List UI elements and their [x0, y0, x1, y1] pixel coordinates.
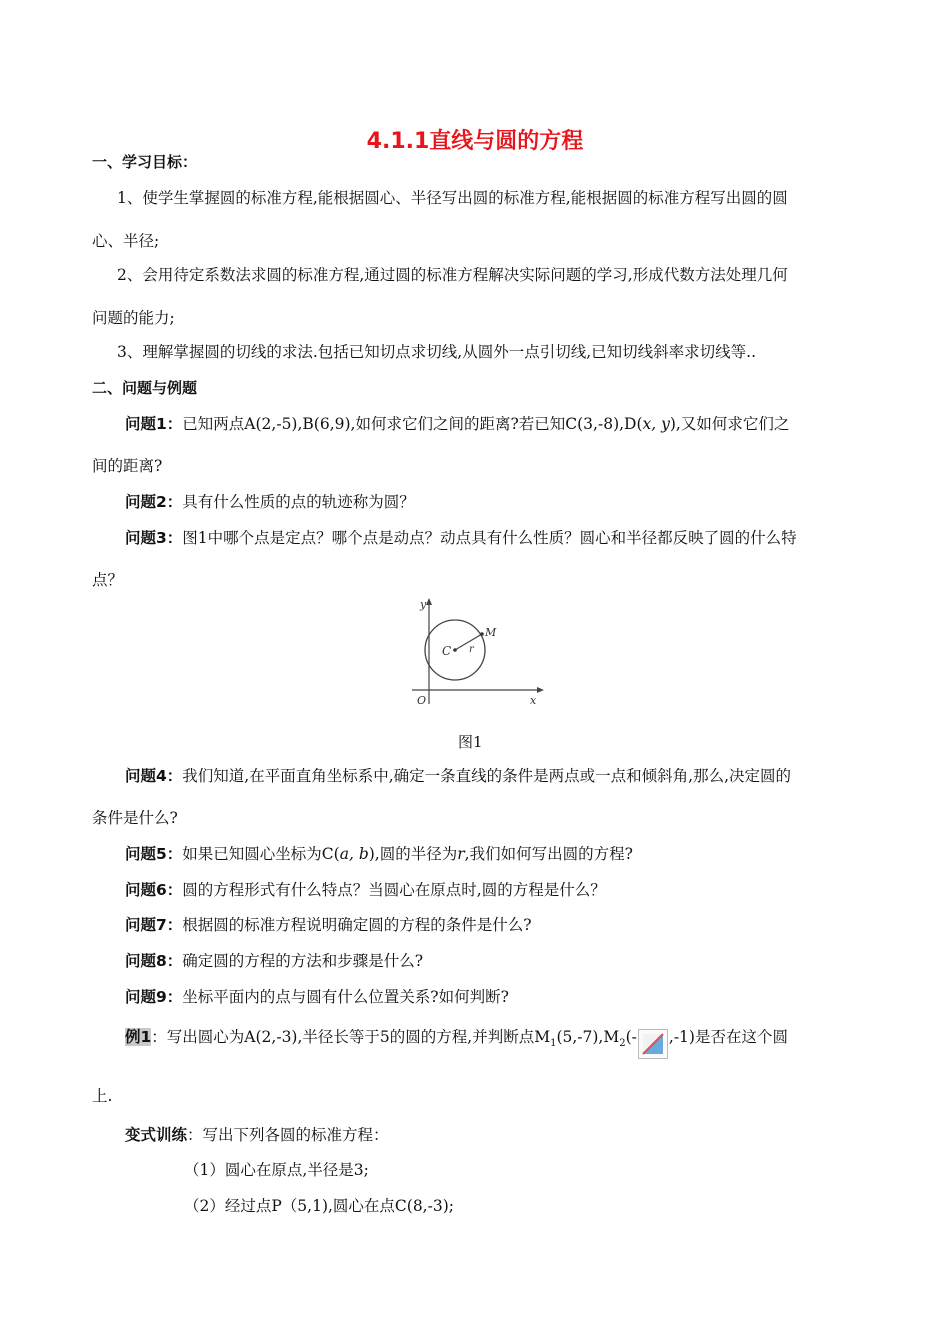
question-8: [125, 951, 423, 971]
variant-training: [125, 1125, 389, 1145]
broken-image-icon: [638, 1029, 668, 1059]
figure-caption: 图1: [458, 733, 483, 751]
question-1-line-2: 间的距离?: [92, 457, 163, 475]
variant-item-1: （1）圆心在原点,半径是3;: [184, 1161, 369, 1179]
origin-label: O: [417, 694, 427, 707]
goal-3: 3、理解掌握圆的切线的求法.包括已知切点求切线,从圆外一点引切线,已知切线斜率求切线等..: [117, 343, 756, 361]
question-3-text: 图1中哪个点是定点？哪个点是动点？动点具有什么性质？圆心和半径都反映了圆的什么特: [182, 529, 797, 547]
question-5-text-a: 如果已知圆心坐标为C(: [182, 845, 340, 863]
question-8-label: 问题8：: [125, 952, 183, 970]
question-1-text: 已知两点A(2,-5),B(6,9),如何求它们之间的距离?若已知C(3,-8),D(: [182, 415, 643, 433]
example-1-line-1: [125, 1023, 788, 1054]
question-5: [125, 844, 633, 864]
question-3-label: 问题3：: [125, 529, 183, 547]
question-7: [125, 915, 532, 935]
question-4-text: 我们知道,在平面直角坐标系中,确定一条直线的条件是两点或一点和倾斜角,那么,决定圆的: [182, 767, 792, 785]
question-3-line-1: [125, 528, 797, 548]
question-6: [125, 880, 606, 900]
goal-1-line-2: 心、半径;: [92, 232, 160, 250]
center-label: C: [442, 644, 452, 658]
x-axis-arrow: [537, 687, 544, 693]
example-1-label: 例1: [125, 1028, 152, 1046]
question-4-line-2: 条件是什么?: [92, 809, 178, 827]
question-4-line-1: [125, 766, 791, 786]
goal-2-line-1: 2、会用待定系数法求圆的标准方程,通过圆的标准方程解决实际问题的学习,形成代数方法处理几何: [117, 266, 788, 284]
question-6-text: 圆的方程形式有什么特点？当圆心在原点时,圆的方程是什么？: [182, 881, 606, 899]
question-2-text: 具有什么性质的点的轨迹称为圆？: [182, 493, 415, 511]
question-2-label: 问题2：: [125, 493, 183, 511]
question-1-label: 问题1：: [125, 415, 183, 433]
example-1-sub-1: 1: [550, 1038, 557, 1050]
example-1-text-b: (5,-7),M: [556, 1028, 620, 1046]
circle-figure: [400, 596, 550, 711]
question-4-label: 问题4：: [125, 767, 183, 785]
question-9-text: 坐标平面内的点与圆有什么位置关系?如何判断?: [182, 988, 509, 1006]
variant-training-label: 变式训练: [125, 1126, 188, 1144]
point-m: [480, 632, 484, 636]
goal-2-line-2: 问题的能力;: [92, 309, 175, 327]
y-axis-label: y: [420, 598, 427, 611]
question-7-text: 根据圆的标准方程说明确定圆的方程的条件是什么?: [182, 916, 532, 934]
x-axis-label: x: [530, 694, 537, 707]
question-5-var-r: r: [457, 845, 465, 863]
question-5-text-c: ,我们如何写出圆的方程?: [464, 845, 633, 863]
question-7-label: 问题7：: [125, 916, 183, 934]
section-heading-questions: 二、问题与例题: [92, 379, 198, 397]
question-5-var-ab: a, b: [339, 845, 369, 863]
question-5-label: 问题5：: [125, 845, 183, 863]
y-axis-arrow: [426, 598, 432, 605]
variant-training-text: ：写出下列各圆的标准方程：: [187, 1126, 389, 1144]
question-3-line-2: 点？: [92, 571, 124, 589]
question-9-label: 问题9：: [125, 988, 183, 1006]
question-1-line-1: [125, 414, 789, 434]
question-1-text-tail: ),又如何求它们之: [669, 415, 790, 433]
question-9: [125, 987, 509, 1007]
question-1-variables: x, y: [642, 415, 670, 433]
page-title: 4.1.1直线与圆的方程: [366, 129, 584, 154]
question-8-text: 确定圆的方程的方法和步骤是什么?: [182, 952, 424, 970]
point-m-label: M: [485, 626, 497, 639]
question-2: [125, 492, 415, 512]
section-heading-goals: 一、学习目标：: [92, 153, 198, 171]
question-5-text-b: ),圆的半径为: [368, 845, 458, 863]
question-6-label: 问题6：: [125, 881, 183, 899]
center-point: [453, 648, 457, 652]
radius-label: r: [469, 644, 474, 655]
variant-item-2: （2）经过点P（5,1),圆心在点C(8,-3);: [184, 1197, 454, 1215]
example-1-text-c: (-: [625, 1028, 637, 1046]
example-1-line-2: 上.: [92, 1087, 113, 1105]
example-1-sub-2: 2: [619, 1038, 626, 1050]
example-1-text-a: ：写出圆心为A(2,-3),半径长等于5的圆的方程,并判断点M: [151, 1028, 551, 1046]
goal-1-line-1: 1、使学生掌握圆的标准方程,能根据圆心、半径写出圆的标准方程,能根据圆的标准方程写出圆的圆: [117, 189, 788, 207]
example-1-text-d: ,-1)是否在这个圆: [668, 1028, 788, 1046]
